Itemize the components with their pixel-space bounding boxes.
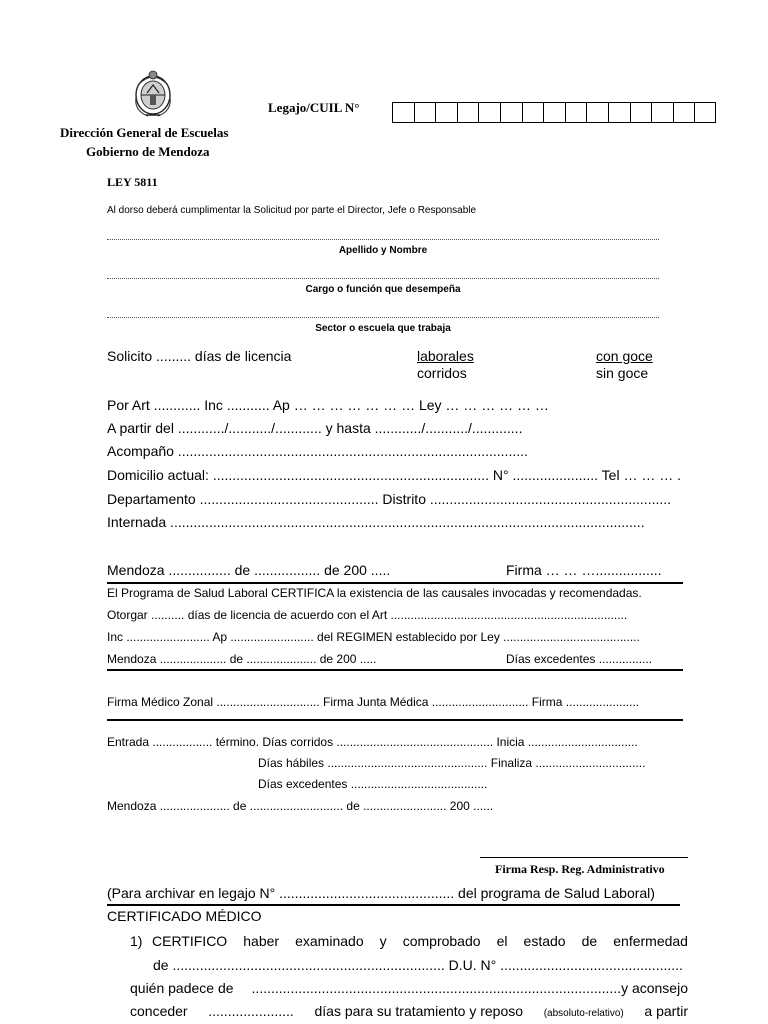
excess-days-field[interactable]: Días excedentes ................ xyxy=(506,652,653,666)
department-district-field[interactable]: Departamento .............................................. Distrito .............................................................. xyxy=(107,491,672,507)
position-field-line[interactable] xyxy=(107,278,659,279)
position-caption: Cargo o función que desempeña xyxy=(305,284,461,295)
signature-field[interactable]: Firma … … …................. xyxy=(506,562,662,578)
cuil-digit-box[interactable] xyxy=(694,102,716,123)
organization-name: Dirección General de Escuelas xyxy=(60,125,229,140)
cuil-digit-box[interactable] xyxy=(457,102,479,123)
section-divider xyxy=(107,582,683,584)
certify-word: de xyxy=(581,933,598,949)
patient-name-dni-field[interactable]: de ...................................................................... D.U. N° ............................................... xyxy=(153,957,683,973)
diagnosis-line[interactable] xyxy=(130,980,688,996)
registry-date-field[interactable]: Mendoza ..................... de ............................ de ......................... 200 ...... xyxy=(107,799,494,813)
option-sin-goce[interactable]: sin goce xyxy=(596,365,649,381)
registry-excess-days-field[interactable]: Días excedentes ......................................... xyxy=(258,777,488,791)
certification-statement: El Programa de Salud Laboral CERTIFICA la existencia de las causales invocadas y recomendadas. xyxy=(107,586,642,600)
certify-word: y xyxy=(379,933,387,949)
admin-signature-caption: Firma Resp. Reg. Administrativo xyxy=(495,862,665,876)
sector-field-line[interactable] xyxy=(107,317,659,318)
archive-note[interactable]: (Para archivar en legajo N° ............................................. del programa de Salud Laboral) xyxy=(107,885,655,901)
rest-type-note: (absoluto-relativo) xyxy=(543,1008,624,1019)
treatment-text: días para su tratamiento y reposo xyxy=(314,1003,524,1019)
law-number: LEY 5811 xyxy=(107,175,158,189)
entry-field[interactable]: Entrada .................. término. Días corridos ............................................... Inicia ................................. xyxy=(107,735,638,749)
diagnosis-label: quién padece de xyxy=(130,980,234,996)
article-field[interactable]: Por Art ............ Inc ........... Ap … … … … … … … Ley … … … … … … xyxy=(107,397,549,413)
admin-signature-line xyxy=(480,857,688,858)
place-date-field[interactable]: Mendoza ................ de ................. de 200 ..... xyxy=(107,562,391,578)
certify-word: el xyxy=(496,933,508,949)
certify-word: estado xyxy=(523,933,566,949)
section-divider xyxy=(107,904,680,906)
certify-examination-line xyxy=(152,933,688,949)
rest-days-field[interactable]: ...................... xyxy=(208,1003,294,1019)
cuil-digit-box[interactable] xyxy=(673,102,695,123)
section-divider xyxy=(107,719,683,721)
cuil-digit-box[interactable] xyxy=(565,102,587,123)
government-name: Gobierno de Mendoza xyxy=(86,144,210,159)
item-number: 1) xyxy=(130,933,143,949)
hospitalized-field[interactable]: Internada .......................................................................................................................... xyxy=(107,514,645,530)
option-corridos[interactable]: corridos xyxy=(417,365,467,381)
rest-days-line[interactable] xyxy=(130,1003,688,1019)
legajo-cuil-label: Legajo/CUIL N° xyxy=(268,100,360,115)
cuil-digit-box[interactable] xyxy=(392,102,414,123)
cuil-digit-box[interactable] xyxy=(414,102,436,123)
attachments-field[interactable]: Acompaño .......................................................................................... xyxy=(107,443,528,459)
cuil-digit-box[interactable] xyxy=(543,102,565,123)
certify-word: haber xyxy=(243,933,280,949)
certify-word: CERTIFICO xyxy=(152,933,228,949)
certification-date-field[interactable]: Mendoza .................... de ..................... de 200 ..... xyxy=(107,652,377,666)
granted-days-field[interactable]: Otorgar .......... días de licencia de acuerdo con el Art ....................................................................... xyxy=(107,608,628,622)
medical-signatures-line[interactable]: Firma Médico Zonal ............................... Firma Junta Médica ............................. Firma ...................... xyxy=(107,695,640,709)
business-days-field[interactable]: Días hábiles ................................................ Finaliza ................................. xyxy=(258,756,646,770)
section-divider xyxy=(107,669,683,671)
cuil-digit-box[interactable] xyxy=(500,102,522,123)
date-range-field[interactable]: A partir del ............/.........../............ y hasta ............/.........../............. xyxy=(107,420,523,436)
cuil-digit-box[interactable] xyxy=(435,102,457,123)
regime-field[interactable]: Inc ......................... Ap ......................... del REGIMEN establecido por Ley ......................................... xyxy=(107,630,640,644)
name-field-line[interactable] xyxy=(107,239,659,240)
days-requested-field[interactable]: Solicito ......... días de licencia xyxy=(107,348,292,364)
option-laborales[interactable]: laborales xyxy=(417,348,474,364)
back-side-note: Al dorso deberá cumplimentar la Solicitud por parte el Director, Jefe o Responsable xyxy=(107,205,477,216)
name-caption: Apellido y Nombre xyxy=(338,245,428,256)
grant-label: conceder xyxy=(130,1003,188,1019)
cuil-digit-box[interactable] xyxy=(608,102,630,123)
cuil-digit-box[interactable] xyxy=(478,102,500,123)
cuil-digit-box[interactable] xyxy=(651,102,673,123)
address-field[interactable]: Domicilio actual: ....................................................................... N° ...................... Tel … … … . xyxy=(107,467,682,483)
from-label: a partir xyxy=(644,1003,688,1019)
cuil-digit-box[interactable] xyxy=(630,102,652,123)
mendoza-coat-of-arms-logo xyxy=(128,67,178,119)
sector-caption: Sector o escuela que trabaja xyxy=(315,323,451,334)
certify-word: enfermedad xyxy=(613,933,688,949)
diagnosis-field[interactable]: ...............................................................................................y aconsejo xyxy=(251,980,688,996)
certify-word: examinado xyxy=(295,933,364,949)
cuil-digit-box[interactable] xyxy=(586,102,608,123)
cuil-number-boxes[interactable] xyxy=(392,102,716,123)
option-con-goce[interactable]: con goce xyxy=(596,348,653,364)
cuil-digit-box[interactable] xyxy=(522,102,544,123)
certify-word: comprobado xyxy=(402,933,481,949)
medical-certificate-title: CERTIFICADO MÉDICO xyxy=(107,908,262,924)
